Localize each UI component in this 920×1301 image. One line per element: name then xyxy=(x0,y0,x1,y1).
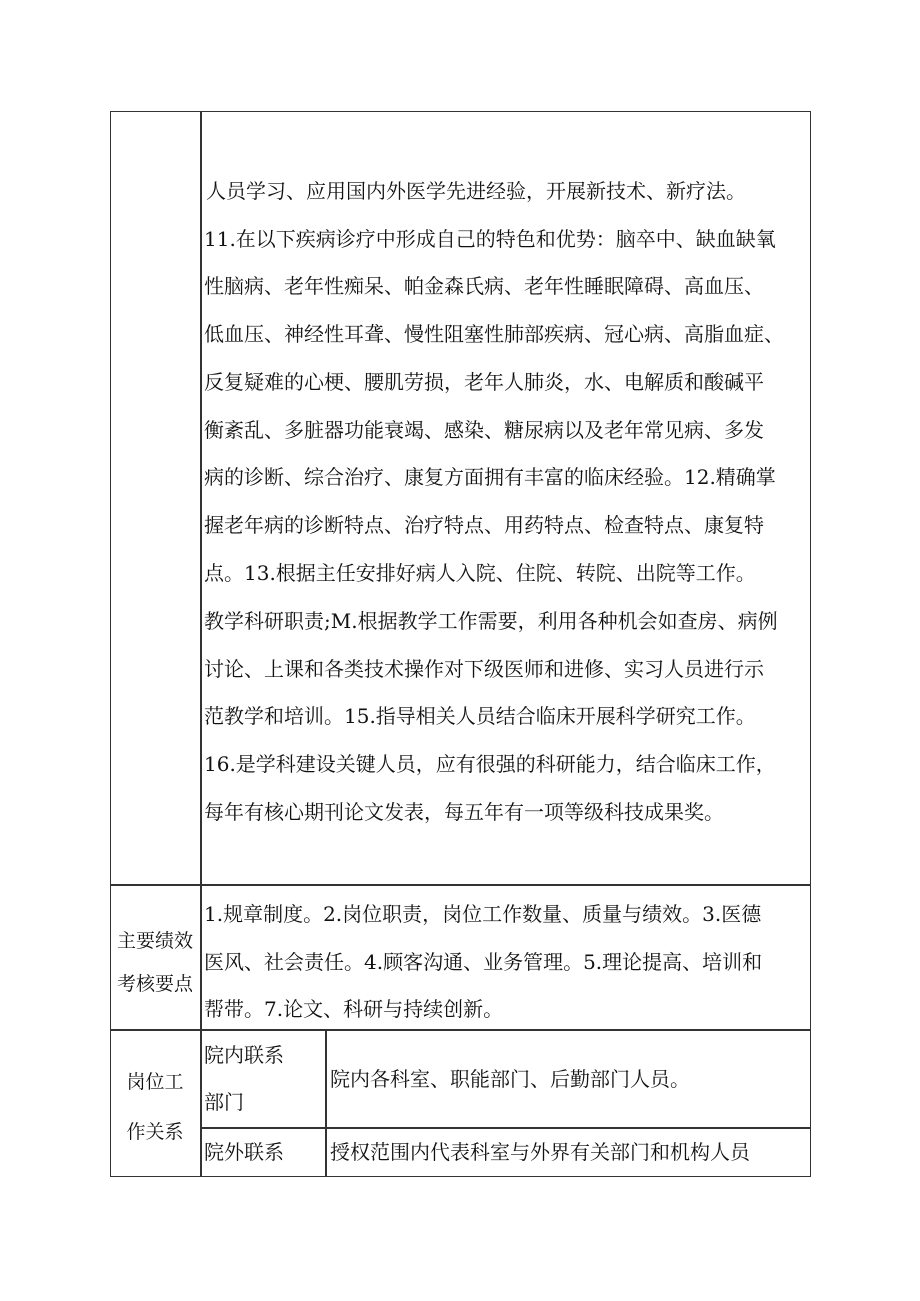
external-contact-label: 院外联系 xyxy=(204,1140,284,1164)
row-divider-duties xyxy=(110,884,811,886)
duties-line: 低血压、神经性耳聋、慢性阻塞性肺部疾病、冠心病、高脂血症、 xyxy=(204,322,784,346)
row-divider-relations xyxy=(200,1127,811,1129)
duties-line: 反复疑难的心梗、腰肌劳损，老年人肺炎，水、电解质和酸碱平 xyxy=(204,370,764,394)
internal-contact-label-line2: 部门 xyxy=(204,1090,244,1114)
duties-line: 病的诊断、综合治疗、康复方面拥有丰富的临床经验。12.精确掌 xyxy=(204,465,776,489)
duties-line: 11.在以下疾病诊疗中形成自己的特色和优势：脑卒中、缺血缺氧 xyxy=(204,227,776,251)
duties-line: 讨论、上课和各类技术操作对下级医师和进修、实习人员进行示 xyxy=(204,657,764,681)
internal-contact-value: 院内各科室、职能部门、后勤部门人员。 xyxy=(330,1067,690,1091)
external-contact-value: 授权范围内代表科室与外界有关部门和机构人员 xyxy=(330,1140,750,1164)
duties-line: 每年有核心期刊论文发表，每五年有一项等级科技成果奖。 xyxy=(204,800,724,824)
column-divider-main xyxy=(200,111,202,1177)
duties-line: 性脑病、老年性痴呆、帕金森氏病、老年性睡眠障碍、高血压、 xyxy=(204,274,764,298)
duties-line: 握老年病的诊断特点、治疗特点、用药特点、检查特点、康复特 xyxy=(204,513,764,537)
internal-contact-label-line1: 院内联系 xyxy=(204,1043,284,1067)
duties-line: 教学科研职责;M.根据教学工作需要，利用各种机会如查房、病例 xyxy=(204,609,778,633)
relations-label-line2: 作关系 xyxy=(126,1121,184,1143)
column-divider-relations xyxy=(325,1029,327,1177)
duties-line: 16.是学科建设关键人员，应有很强的科研能力，结合临床工作， xyxy=(204,752,776,776)
performance-label-line1: 主要绩效 xyxy=(116,930,193,952)
performance-label-line2: 考核要点 xyxy=(116,973,193,995)
performance-line: 帮带。7.论文、科研与持续创新。 xyxy=(204,997,504,1021)
performance-line: 医风、社会责任。4.顾客沟通、业务管理。5.理论提高、培训和 xyxy=(204,950,763,974)
duties-line: 点。13.根据主任安排好病人入院、住院、转院、出院等工作。 xyxy=(204,561,756,585)
duties-line: 范教学和培训。15.指导相关人员结合临床开展科学研究工作。 xyxy=(204,704,756,728)
duties-line: 衡紊乱、多脏器功能衰竭、感染、糖尿病以及老年常见病、多发 xyxy=(204,418,764,442)
duties-line: 人员学习、应用国内外医学先进经验，开展新技术、新疗法。 xyxy=(206,179,746,203)
relations-label-line1: 岗位工 xyxy=(126,1071,184,1093)
performance-line: 1.规章制度。2.岗位职责，岗位工作数量、质量与绩效。3.医德 xyxy=(204,902,762,926)
